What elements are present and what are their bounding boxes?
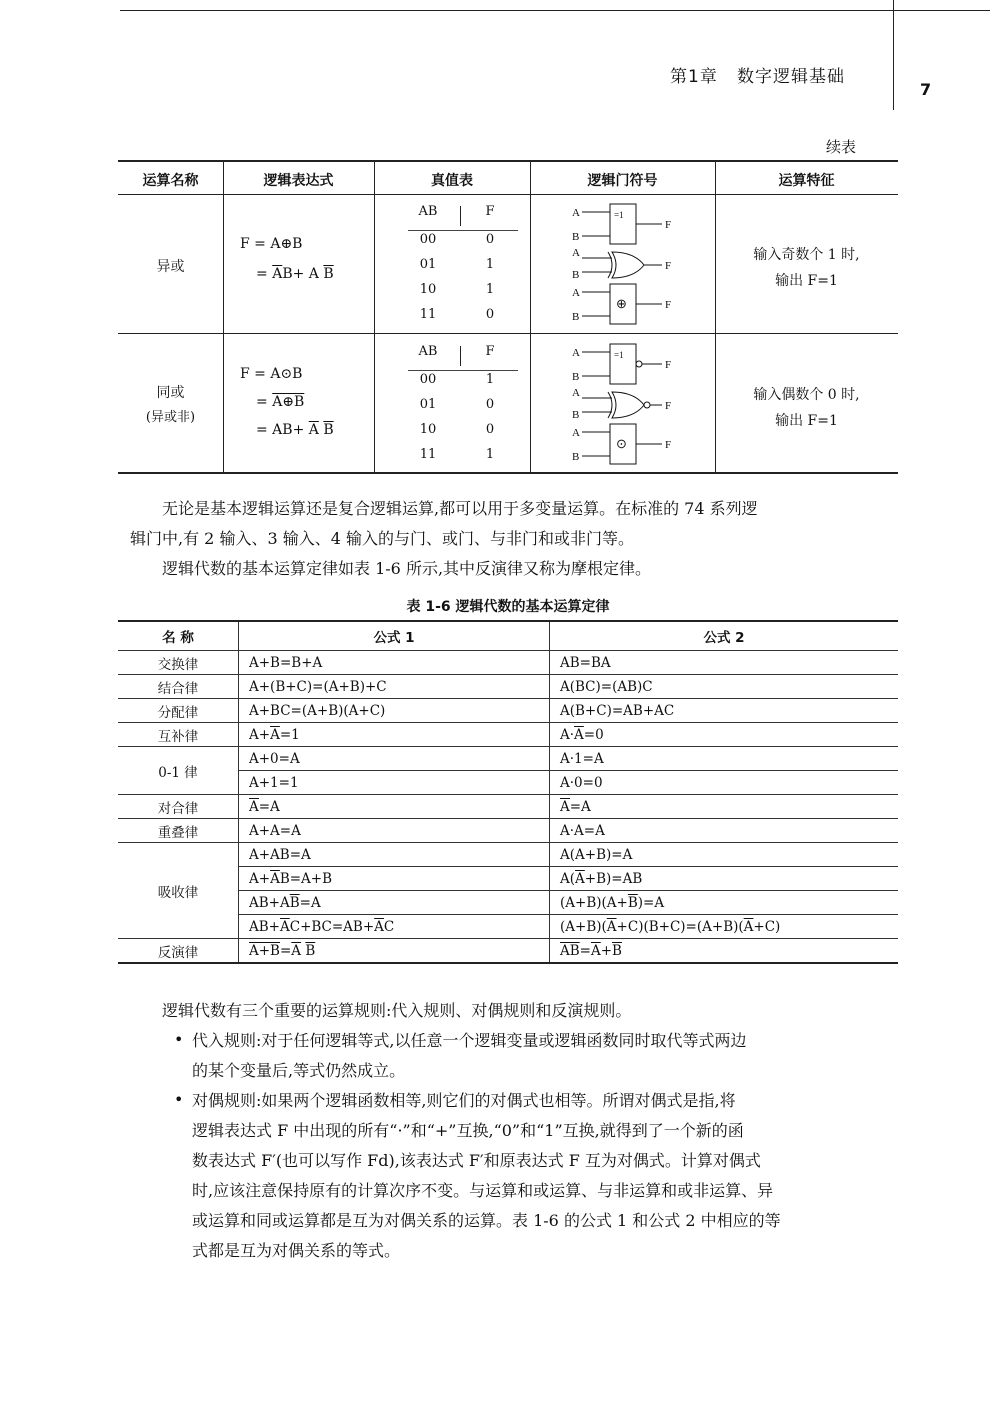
xnor-expr-line1: F = A⊙B	[240, 366, 303, 382]
col-gate-symbol: 逻辑门符号	[587, 173, 658, 189]
header-rule	[120, 10, 990, 11]
svg-text:A: A	[572, 207, 580, 219]
table-row: 分配律 A+BC=(A+B)(A+C) A(B+C)=AB+AC	[118, 699, 898, 723]
paragraph-multivariable: 无论是基本逻辑运算还是复合逻辑运算,都可以用于多变量运算。在标准的 74 系列逻 辑门中,有 2 输入、3 输入、4 输入的与门、或门、与非门和或非门等。	[130, 499, 758, 548]
col-op-name: 运算名称	[142, 173, 199, 189]
table-row: $AB+\overline{A}C+BC=AB+\overline{A}C$ $(A+B)(\overline{A}+C)(B+C)=(A+B)(\overline{A}+C)$	[118, 915, 898, 939]
bullet-substitution-rule: 代入规则:对于任何逻辑等式,以任意一个逻辑变量或逻辑函数同时取代等式两边 的某个变量后,等式仍然成立。	[192, 1031, 747, 1080]
svg-text:A: A	[572, 387, 580, 399]
col-law-name: 名 称	[118, 621, 239, 651]
svg-text:=1: =1	[614, 210, 624, 220]
table-row: 对合律 $\overline{A}=A$ $\overline{A}=A$	[118, 795, 898, 819]
svg-text:B: B	[572, 311, 580, 323]
xnor-gate-symbols	[570, 340, 690, 470]
svg-text:F: F	[665, 219, 672, 231]
table-row: 重叠律 A+A=A A·A=A	[118, 819, 898, 843]
xnor-expr-line2: = A⊕B	[256, 394, 305, 410]
svg-text:=1: =1	[614, 350, 624, 360]
table-row: 反演律 $A+B=\overline{A}$ $\overline{B}$ $\overline{AB}=\overline{A}+\overline{B}$	[118, 939, 898, 964]
svg-text:B: B	[572, 231, 580, 243]
table-row: A+1=1 A·0=0	[118, 771, 898, 795]
paragraph-three-rules: 逻辑代数有三个重要的运算规则:代入规则、对偶规则和反演规则。	[162, 1001, 632, 1020]
svg-text:A: A	[572, 427, 580, 439]
table-row: 0-1 律 A+0=A A·1=A	[118, 747, 898, 771]
xor-gate-symbols	[570, 200, 690, 330]
table-caption: 表 1-6 逻辑代数的基本运算定律	[406, 599, 610, 615]
svg-text:B: B	[572, 451, 580, 463]
col-formula-2: 公式 2	[550, 621, 899, 651]
page-number: 7	[920, 80, 932, 99]
svg-text:F: F	[665, 439, 672, 451]
svg-text:B: B	[572, 409, 580, 421]
chapter-number: 第1章	[670, 67, 718, 87]
basic-laws-table	[118, 620, 898, 964]
xnor-truth-table: AB F 00 1 01 0 10 0 11 1	[408, 340, 518, 470]
bullet-duality-rule: 对偶规则:如果两个逻辑函数相等,则它们的对偶式也相等。所谓对偶式是指,将 逻辑表达式 F 中出现的所有“·”和“+”互换,“0”和“1”互换,就得到了一个新的函 数表达式 F′(也可以写作 Fd),该表达式 F′和原表达式 F 互为对偶式。计算对偶式 时,应该注意保持原有的计算次序不变。与运算和或运算、与非运算和或非运算、异 或运算和同或运算都是互为对偶关系的运算。表 1-6 的公式 1 和公式 2 中相应的等 式都是互为对偶关系的等式。	[192, 1091, 781, 1260]
table-row: 互补律 $A+\overline{A}=1$ $A\cdot\overline{A}=0$	[118, 723, 898, 747]
xor-truth-table: AB F 00 0 01 1 10 1 11 0	[408, 200, 518, 330]
continued-label: 续表	[826, 138, 857, 156]
table-row: 结合律 A+(B+C)=(A+B)+C A(BC)=(AB)C	[118, 675, 898, 699]
op-name-xnor: 同或	[156, 385, 185, 401]
op-name-xor: 异或	[156, 259, 185, 275]
svg-text:F: F	[665, 299, 672, 311]
table-row: $AB+A\overline{B}=A$ $(A+B)(A+\overline{B})=A$	[118, 891, 898, 915]
col-truth-table: 真值表	[431, 173, 473, 189]
svg-text:⊙: ⊙	[616, 436, 627, 451]
bullet-dot: •	[174, 1030, 184, 1049]
col-expression: 逻辑表达式	[263, 173, 334, 189]
op-name-xnor-sub: (异或非)	[145, 410, 196, 425]
table-row: 交换律 A+B=B+A AB=BA	[118, 651, 898, 675]
svg-text:A: A	[572, 347, 580, 359]
xor-expr-line2: = $\overline{A}B+ A$ $\overline{B}$	[256, 266, 334, 282]
col-feature: 运算特征	[778, 173, 835, 189]
table-header-row	[118, 621, 898, 651]
table-row: $A+\overline{A}B=A+B$ $A(\overline{A}+B)=AB$	[118, 867, 898, 891]
xnor-expr-line3: = $AB+ \overline{A}$ $\overline{B}$	[256, 422, 334, 438]
svg-text:⊕: ⊕	[616, 296, 627, 311]
header-side-rule	[893, 0, 894, 110]
chapter-title: 数字逻辑基础	[737, 67, 846, 87]
svg-text:A: A	[572, 247, 580, 259]
xor-expr-line1: F = A⊕B	[240, 236, 303, 252]
svg-text:F: F	[665, 260, 672, 272]
xnor-feature: 输入偶数个 0 时, 输出 F=1	[753, 387, 860, 429]
svg-text:B: B	[572, 371, 580, 383]
xor-feature: 输入奇数个 1 时, 输出 F=1	[753, 247, 860, 289]
svg-text:A: A	[572, 287, 580, 299]
svg-text:F: F	[665, 359, 672, 371]
svg-text:B: B	[572, 269, 580, 281]
table-row: 吸收律 A+AB=A A(A+B)=A	[118, 843, 898, 867]
paragraph-basic-laws: 逻辑代数的基本运算定律如表 1-6 所示,其中反演律又称为摩根定律。	[162, 559, 652, 578]
col-formula-1: 公式 1	[239, 621, 550, 651]
running-header	[670, 62, 845, 87]
bullet-dot: •	[174, 1090, 184, 1109]
svg-text:F: F	[665, 400, 672, 412]
